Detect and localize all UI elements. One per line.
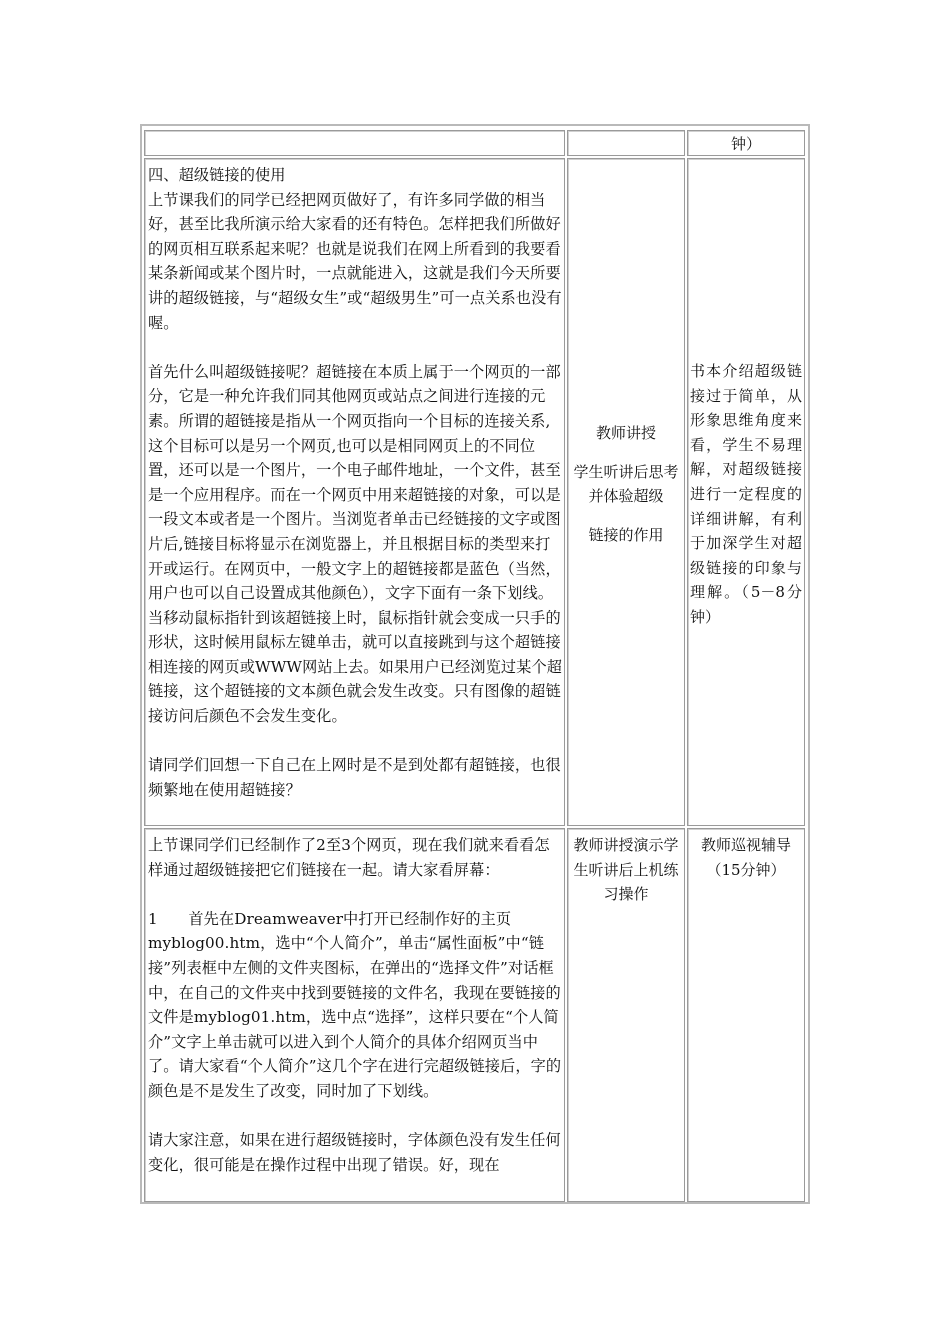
section-heading: 四、超级链接的使用 — [148, 166, 286, 184]
activity-line: 学生听讲后思考并体验超级 — [573, 462, 679, 506]
row2-activity-text: 教师讲授演示学生听讲后上机练习操作 — [573, 836, 679, 904]
row1-activity-cell — [567, 158, 685, 826]
paragraph: 首先什么叫超级链接呢？超链接在本质上属于一个网页的一部分，它是一种允许我们同其他网页或站点之间进行连接的元素。所谓的超链接是指从一个网页指向一个目标的连接关系,这个目标可以是另一个网页,也可以是相同网页上的不同位置，还可以是一个图片，一个电子邮件地址，一个文件，甚至是一个应用程序。而在一个网页中用来超链接的对象，可以是一段文本或者是一个图片。当浏览者单击已经链接的文字或图片后,链接目标将显示在浏览器上，并且根据目标的类型来打开或运行。在网页中，一般文字上的超链接都是蓝色（当然，用户也可以自己设置成其他颜色），文字下面有一条下划线。当移动鼠标指针到该超链接上时，鼠标指针就会变成一只手的形状，这时候用鼠标左键单击，就可以直接跳到与这个超链接相连接的网页或WWW网站上去。如果用户已经浏览过某个超链接，这个超链接的文本颜色就会发生改变。只有图像的超链接访问后颜色不会发生变化。 — [148, 362, 563, 726]
blank-line — [148, 882, 563, 907]
row0-content-cell — [144, 130, 565, 156]
blank-line — [148, 1104, 563, 1129]
blank-line — [148, 335, 563, 360]
row0-content-text — [145, 131, 564, 135]
activity-line: 教师讲授 — [595, 424, 656, 442]
blank-line — [148, 729, 563, 754]
paragraph: 1 首先在Dreamweaver中打开已经制作好的主页myblog00.htm，选中“个人简介”，单击“属性面板”中“链接”列表框中左侧的文件夹图标，在弹出的“选择文件”对话框中，在自己的文件夹中找到要链接的文件名，我现在要链接的文件是myblog01.htm，选中点“选择”，这样只要在“个人简介”文字上单击就可以进入到个人简介的具体介绍网页当中 了。请大家看“个人简介”这几个字在进行完超级链接后，字的颜色是不是发生了改变，同时加了下划线。 — [148, 909, 562, 1100]
activity-line: 链接的作用 — [588, 525, 664, 544]
blank-line — [570, 509, 682, 523]
row1-activity-text — [568, 159, 684, 547]
row2-activity-cell — [567, 828, 685, 1202]
row2-note-text — [688, 829, 804, 882]
blank-line — [570, 446, 682, 460]
row0-activity-cell — [567, 130, 685, 156]
note-line: 教师巡视辅导 — [700, 836, 791, 854]
row2-note-cell — [687, 828, 805, 1202]
row1-content-cell — [144, 158, 565, 826]
paragraph: 请大家注意，如果在进行超级链接时，字体颜色没有发生任何变化，很可能是在操作过程中出现了错误。好，现在 — [148, 1131, 561, 1174]
paragraph: 上节课同学们已经制作了2至3个网页，现在我们就来看看怎样通过超级链接把它们链接在一起。请大家看屏幕： — [148, 836, 550, 879]
note-line: （15分钟） — [706, 860, 786, 879]
row2-content-text — [145, 829, 564, 1177]
lesson-plan-table — [140, 124, 810, 1204]
paragraph: 上节课我们的同学已经把网页做好了，有许多同学做的相当好，甚至比我所演示给大家看的还有特色。怎样把我们所做好的网页相互联系起来呢？也就是说我们在网上所看到的我要看某条新闻或某个图片时，一点就能进入，这就是我们今天所要讲的超级链接，与“超级女生”或“超级男生”可一点关系也没有喔。 — [148, 190, 562, 332]
paragraph: 请同学们回想一下自己在上网时是不是到处都有超链接，也很频繁地在使用超链接？ — [148, 756, 561, 799]
row1-note-cell — [687, 158, 805, 826]
row0-note-text: 钟） — [730, 135, 761, 153]
row1-note-text: 书本介绍超级链接过于简单，从形象思维角度来看，学生不易理解，对超级链接进行一定程度的详细讲解，有利于加深学生对超级链接的印象与理解。（5－8分钟） — [690, 362, 802, 626]
row2-content-cell — [144, 828, 565, 1202]
row0-note-cell — [687, 130, 805, 156]
row1-content-text — [145, 159, 564, 802]
row0-activity-text — [568, 131, 684, 135]
